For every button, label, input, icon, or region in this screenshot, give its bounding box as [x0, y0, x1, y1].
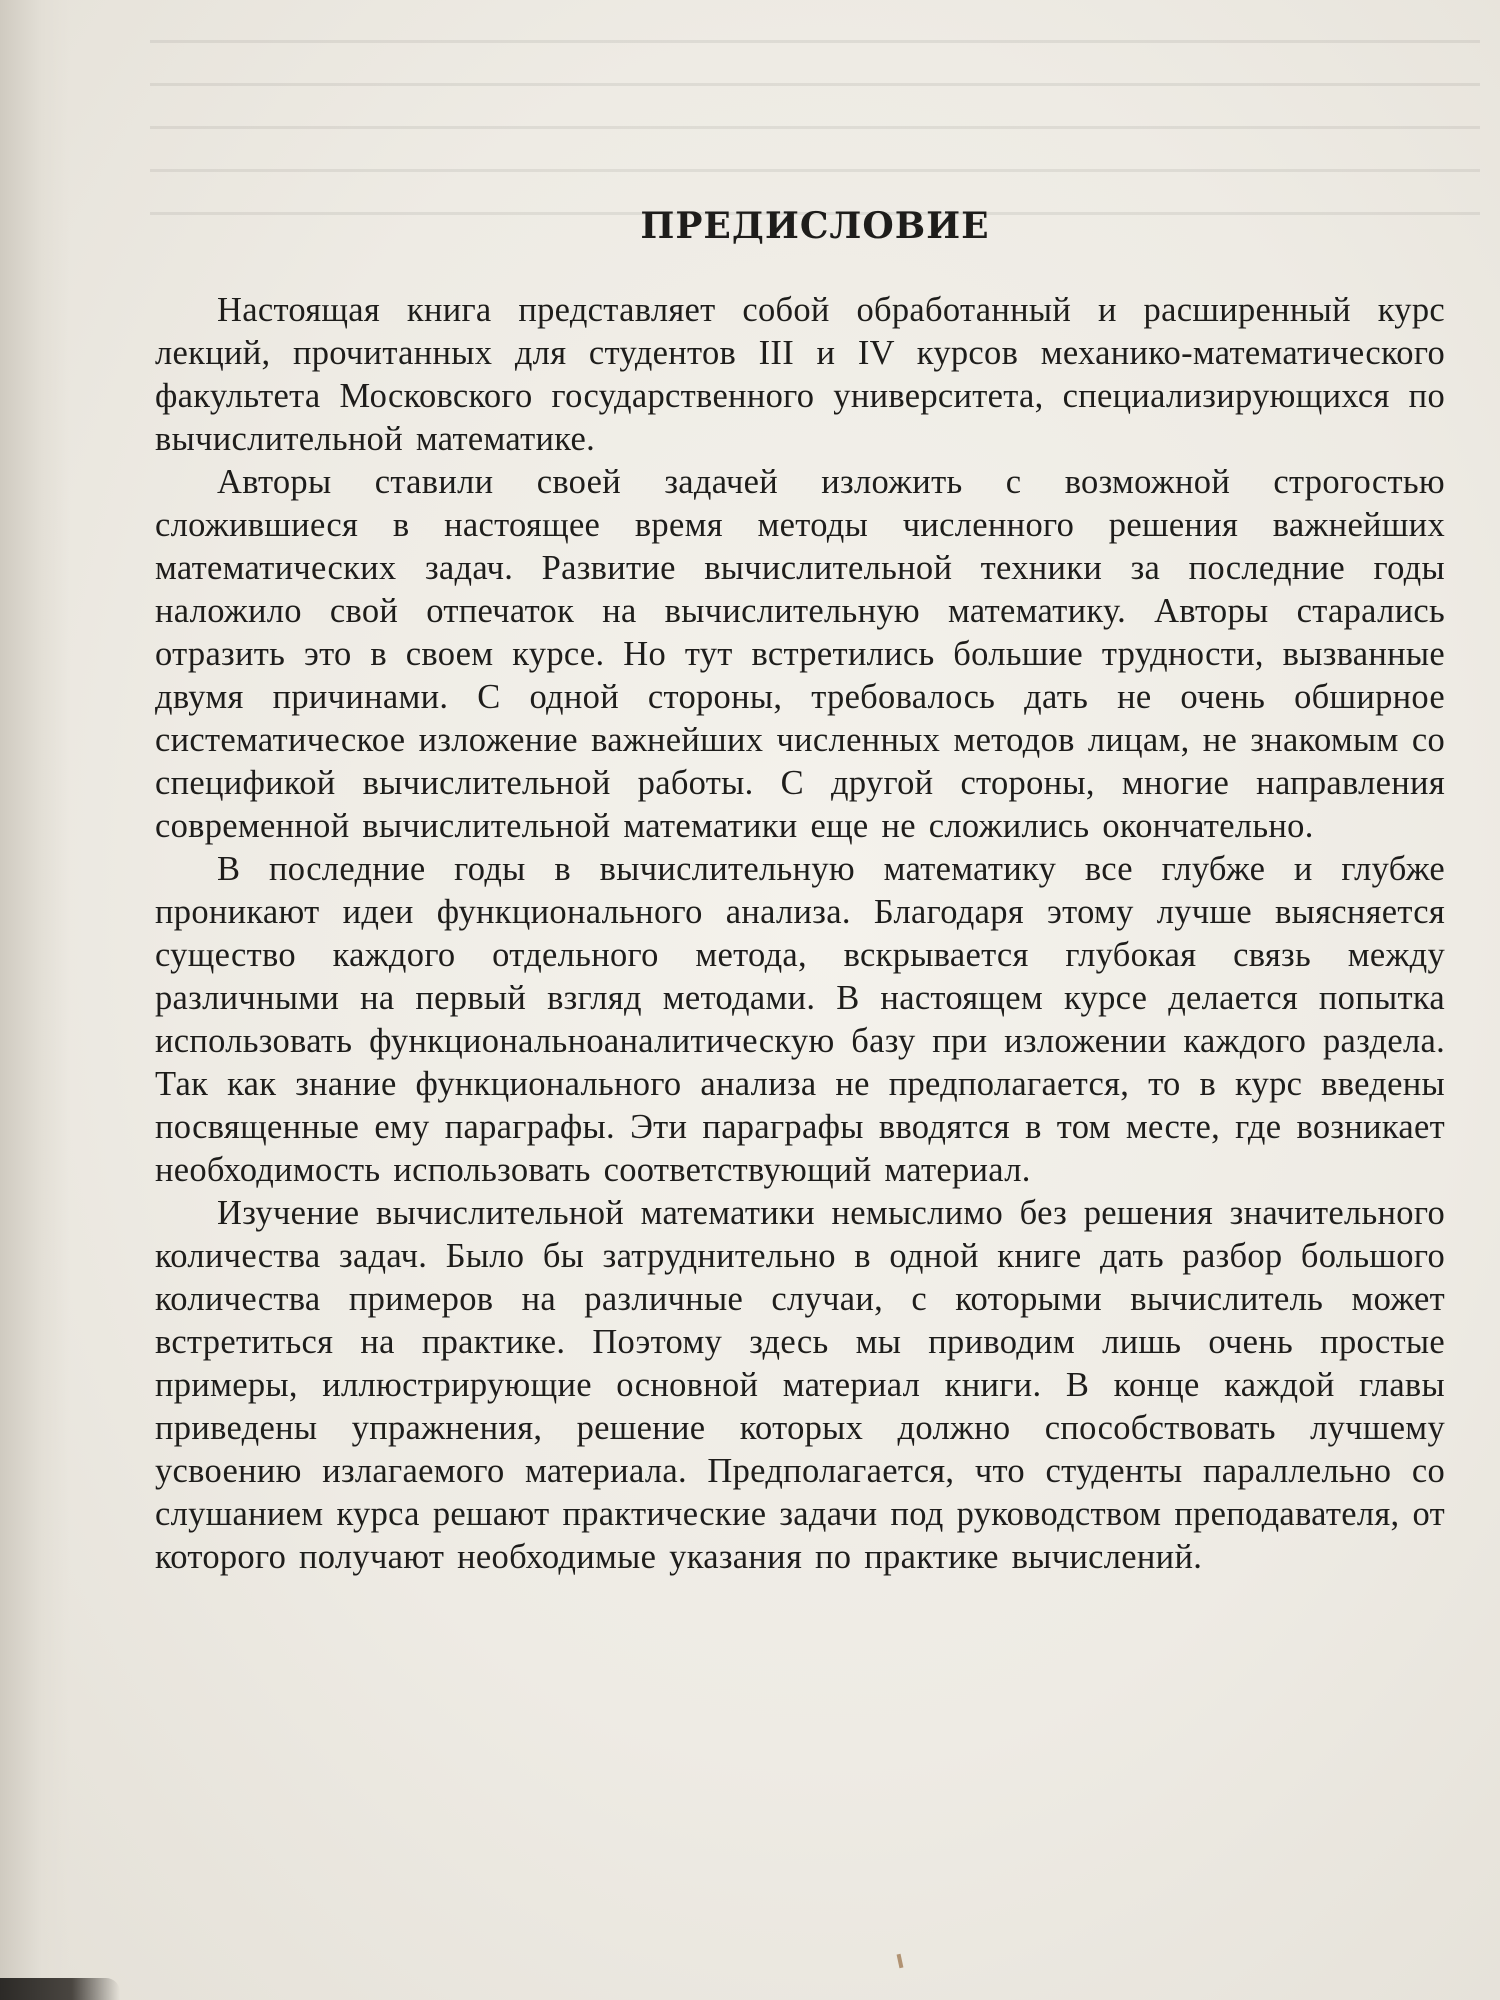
page-content	[155, 205, 1445, 1579]
page-binding-shadow	[0, 0, 70, 2000]
paragraph-1: Настоящая книга представляет собой обработанный и расширенный курс лекций, прочитанных для студентов III и IV курсов механико-математического факультета Московского государственного университета, специализирующихся по вычислительной математике.	[155, 291, 1445, 458]
page-corner-shadow	[0, 1978, 120, 2000]
paragraph-4: Изучение вычислительной математики немыслимо без решения значительного количества задач. Было бы затруднительно в одной книге дать разбор большого количества примеров на различные случаи, с которыми вычислитель может встретиться на практике. Поэтому здесь мы приводим лишь очень простые примеры, иллюстрирующие основной материал книги. В конце каждой главы приведены упражнения, решение которых должно способствовать лучшему усвоению излагаемого материала. Предполагается, что студенты параллельно со слушанием курса решают практические задачи под руководством преподавателя, от которого получают необходимые указания по практике вычислений.	[155, 1194, 1445, 1576]
show-through-text	[150, 40, 1480, 220]
paragraph-2: Авторы ставили своей задачей изложить с возможной строгостью сложившиеся в настоящее время методы численного решения важнейших математических задач. Развитие вычислительной техники за последние годы наложило свой отпечаток на вычислительную математику. Авторы старались отразить это в своем курсе. Но тут встретились большие трудности, вызванные двумя причинами. С одной стороны, требовалось дать не очень обширное систематическое изложение важнейших численных методов лицам, не знакомым со спецификой вычислительной работы. С другой стороны, многие направления современной вычислительной математики еще не сложились окончательно.	[155, 463, 1445, 845]
paragraph-3: В последние годы в вычислительную математику все глубже и глубже проникают идеи функционального анализа. Благодаря этому лучше выясняется существо каждого отдельного метода, вскрывается глубокая связь между различными на первый взгляд методами. В настоящем курсе делается попытка использовать функциональноаналитическую базу при изложении каждого раздела. Так как знание функционального анализа не предполагается, то в курс введены посвященные ему параграфы. Эти параграфы вводятся в том месте, где возникает необходимость использовать соответствующий материал.	[155, 850, 1445, 1189]
ink-mark	[897, 1954, 904, 1969]
page-title: ПРЕДИСЛОВИЕ	[640, 205, 990, 247]
